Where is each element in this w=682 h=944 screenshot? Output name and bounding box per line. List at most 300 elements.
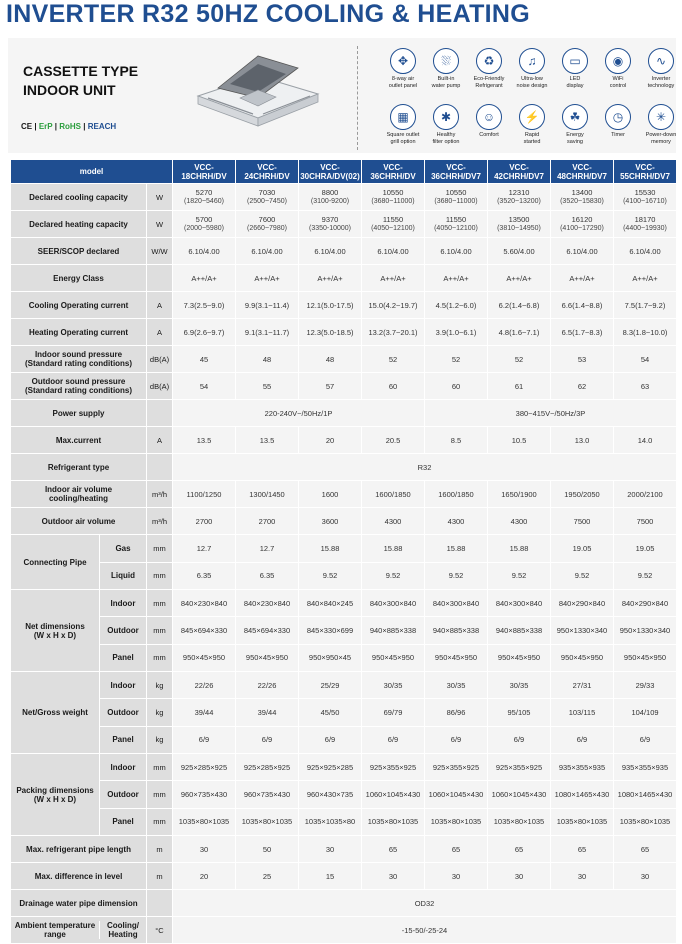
row-drainage — [11, 890, 677, 917]
unit-cell — [147, 265, 173, 292]
value-cell: 7.5(1.7~9.2) — [614, 292, 677, 319]
value-cell: 2700 — [173, 508, 236, 535]
value-cell: 6/9 — [299, 726, 362, 753]
hero-banner — [8, 38, 676, 153]
value-cell: 30 — [299, 836, 362, 863]
value-cell: 950×45×950 — [425, 644, 488, 671]
unit-cell: mm — [147, 781, 173, 808]
value-cell: 925×355×925 — [488, 754, 551, 781]
value-cell: 13.0 — [551, 427, 614, 454]
value-cell: 54 — [614, 346, 677, 373]
value-cell: 16120 (4100~17290) — [551, 211, 614, 238]
row-seer — [11, 238, 677, 265]
value-cell: 15.88 — [488, 535, 551, 563]
value-cell: 960×430×735 — [299, 781, 362, 808]
value-cell: 52 — [362, 346, 425, 373]
value-cell: 30 — [173, 836, 236, 863]
value-cell: 30/35 — [488, 672, 551, 699]
feature-label: 8-way air outlet panel — [388, 76, 418, 89]
value-cell: 950×45×950 — [614, 644, 677, 671]
unit-cell: m³/h — [147, 508, 173, 535]
feature-label: Power-down memory — [645, 132, 677, 145]
value-cell: 52 — [425, 346, 488, 373]
value-cell: 6.10/4.00 — [425, 238, 488, 265]
value-cell: 10550 (3680~11000) — [425, 184, 488, 211]
value-cell: A++/A+ — [236, 265, 299, 292]
timer-icon: ◷ — [605, 104, 631, 130]
value-cell: 6.2(1.4~6.8) — [488, 292, 551, 319]
model-col: VCC- 42CHRH/DV7 — [488, 160, 551, 184]
value-cell: 13500 (3810~14950) — [488, 211, 551, 238]
value-cell: 6.9(2.6~9.7) — [173, 319, 236, 346]
value-cell: 30 — [362, 863, 425, 890]
row-label: Declared cooling capacity — [11, 184, 147, 211]
value-cell: 86/96 — [425, 699, 488, 726]
value-cell: 65 — [425, 836, 488, 863]
value-cell: 950×45×950 — [236, 644, 299, 671]
feature-low-noise — [509, 48, 555, 90]
wifi-icon: ◉ — [605, 48, 631, 74]
model-col: VCC- 30CHRA/DV(02) — [299, 160, 362, 184]
value-cell: 940×885×338 — [488, 617, 551, 644]
reach-mark: REACH — [87, 122, 117, 131]
value-cell: 6.10/4.00 — [551, 238, 614, 265]
value-cell: 220-240V~/50Hz/1P — [173, 400, 425, 427]
value-cell: 950×45×950 — [173, 644, 236, 671]
value-cell: 950×45×950 — [362, 644, 425, 671]
value-cell: 1080×1465×430 — [614, 781, 677, 808]
row-label: Indoor sound pressure (Standard rating conditions) — [11, 346, 147, 373]
row-weight-indoor — [11, 672, 677, 699]
value-cell: 960×735×430 — [236, 781, 299, 808]
value-cell: 30 — [425, 863, 488, 890]
value-cell: 7030 (2500~7450) — [236, 184, 299, 211]
value-cell: 15.88 — [362, 535, 425, 563]
value-cell: 4300 — [488, 508, 551, 535]
value-cell: 7.3(2.5~9.0) — [173, 292, 236, 319]
row-pipe-gas — [11, 535, 677, 563]
value-cell: 13.2(3.7~20.1) — [362, 319, 425, 346]
feature-filter — [423, 104, 469, 146]
value-cell: 1060×1045×430 — [425, 781, 488, 808]
value-cell: 27/31 — [551, 672, 614, 699]
value-cell: 30 — [551, 863, 614, 890]
value-cell: 15 — [299, 863, 362, 890]
value-cell: 3.9(1.0~6.1) — [425, 319, 488, 346]
value-cell: 39/44 — [173, 699, 236, 726]
unit-title-line1: CASSETTE TYPE — [23, 63, 139, 79]
value-cell: 6.6(1.4~8.8) — [551, 292, 614, 319]
value-cell: 8.3(1.8~10.0) — [614, 319, 677, 346]
row-pack_dim-indoor — [11, 754, 677, 781]
sub-label: Panel — [99, 726, 146, 753]
sub-label: Panel — [99, 808, 146, 835]
value-cell: 925×285×925 — [173, 754, 236, 781]
value-cell: 1035×80×1035 — [488, 808, 551, 835]
value-cell: 65 — [362, 836, 425, 863]
value-cell: 19.05 — [551, 535, 614, 563]
row-label: Cooling Operating current — [11, 292, 147, 319]
page-title: INVERTER R32 50HZ COOLING & HEATING — [6, 0, 530, 28]
row-net_dim-indoor — [11, 590, 677, 617]
feature-energy-saving — [552, 104, 598, 146]
sub-label: Cooling/ Heating — [99, 921, 146, 939]
unit-cell: m³/h — [147, 481, 173, 508]
unit-cell: m — [147, 863, 173, 890]
value-cell: 840×840×245 — [299, 590, 362, 617]
row-ambient — [11, 917, 677, 944]
filter-icon: ✱ — [433, 104, 459, 130]
row-label: Power supply — [11, 400, 147, 427]
value-cell: 4.8(1.6~7.1) — [488, 319, 551, 346]
value-cell: 12.3(5.0-18.5) — [299, 319, 362, 346]
sub-label: Outdoor — [99, 616, 146, 643]
recycle-icon: ♻ — [476, 48, 502, 74]
unit-cell: mm — [147, 644, 173, 671]
value-cell: 61 — [488, 373, 551, 400]
value-cell: 15.88 — [425, 535, 488, 563]
model-col: VCC- 24CHRH/DV — [236, 160, 299, 184]
value-cell: 6/9 — [236, 726, 299, 753]
feature-label: Timer — [611, 132, 625, 138]
value-cell: 845×330×699 — [299, 617, 362, 644]
comfort-icon: ☺ — [476, 104, 502, 130]
value-cell: 6/9 — [488, 726, 551, 753]
row-heating_current — [11, 319, 677, 346]
row-label: Energy Class — [11, 265, 147, 292]
feature-led-display — [552, 48, 598, 90]
value-cell: A++/A+ — [551, 265, 614, 292]
sub-label: Gas — [99, 535, 146, 562]
value-cell: 9.52 — [614, 562, 677, 590]
value-cell: 55 — [236, 373, 299, 400]
value-cell: 62 — [551, 373, 614, 400]
value-cell: 960×735×430 — [173, 781, 236, 808]
value-cell: 950×45×950 — [551, 644, 614, 671]
value-cell: 104/109 — [614, 699, 677, 726]
value-cell: 925×355×925 — [425, 754, 488, 781]
sub-label: Indoor — [99, 754, 146, 780]
feature-inverter — [638, 48, 682, 90]
value-cell: 840×290×840 — [614, 590, 677, 617]
value-cell: 65 — [614, 836, 677, 863]
row-indoor_air — [11, 481, 677, 508]
row-label: Ambient temperature range Cooling/ Heating — [11, 917, 147, 944]
divider — [357, 46, 358, 150]
feature-label: Built-in water pump — [431, 76, 461, 89]
rapid-start-icon: ⚡ — [519, 104, 545, 130]
value-cell: 13.5 — [236, 427, 299, 454]
sub-label: Indoor — [99, 590, 146, 616]
row-label: Declared heating capacity — [11, 211, 147, 238]
value-cell: 1950/2050 — [551, 481, 614, 508]
certification-logos: CE | ErP | RoHS | REACH — [21, 122, 117, 131]
value-cell: 11550 (4050~12100) — [425, 211, 488, 238]
value-cell: 2700 — [236, 508, 299, 535]
value-cell: 6/9 — [614, 726, 677, 753]
row-label: Max. difference in level — [11, 863, 147, 890]
sub-label: Outdoor — [99, 698, 146, 725]
feature-comfort — [466, 104, 512, 139]
value-cell: 6.10/4.00 — [614, 238, 677, 265]
value-cell: 9370 (3350-10000) — [299, 211, 362, 238]
value-cell: 9.52 — [425, 562, 488, 590]
value-cell: 1600/1850 — [425, 481, 488, 508]
unit-cell: W/W — [147, 238, 173, 265]
value-cell: 5.60/4.00 — [488, 238, 551, 265]
value-cell: 940×885×338 — [425, 617, 488, 644]
sub-label: Liquid — [99, 562, 146, 590]
unit-cell: kg — [147, 672, 173, 699]
value-cell: 9.52 — [551, 562, 614, 590]
value-cell: A++/A+ — [425, 265, 488, 292]
feature-airflow — [380, 48, 426, 90]
value-cell: 380~415V~/50Hz/3P — [425, 400, 677, 427]
value-cell: -15-50/-25-24 — [173, 917, 677, 944]
value-cell: 9.9(3.1~11.4) — [236, 292, 299, 319]
feature-water-pump — [423, 48, 469, 90]
cassette-unit-image — [178, 46, 328, 134]
value-cell: 950×1330×340 — [551, 617, 614, 644]
value-cell: 30 — [614, 863, 677, 890]
value-cell: 54 — [173, 373, 236, 400]
value-cell: 840×290×840 — [551, 590, 614, 617]
row-outdoor_sound — [11, 373, 677, 400]
row-label: Heating Operating current — [11, 319, 147, 346]
value-cell: 65 — [488, 836, 551, 863]
value-cell: 6.35 — [173, 562, 236, 590]
row-energy_class — [11, 265, 677, 292]
inverter-icon: ∿ — [648, 48, 674, 74]
feature-recycle — [466, 48, 512, 90]
row-max_level — [11, 863, 677, 890]
value-cell: 39/44 — [236, 699, 299, 726]
row-label: Refrigerant type — [11, 454, 147, 481]
value-cell: 6.5(1.7~8.3) — [551, 319, 614, 346]
value-cell: 22/26 — [173, 672, 236, 699]
value-cell: 1080×1465×430 — [551, 781, 614, 808]
value-cell: 6/9 — [173, 726, 236, 753]
feature-label: Rapid started — [523, 132, 541, 145]
feature-label: Comfort — [479, 132, 499, 138]
value-cell: 840×230×840 — [236, 590, 299, 617]
value-cell: 20 — [173, 863, 236, 890]
value-cell: 7600 (2660~7980) — [236, 211, 299, 238]
feature-label: Square outlet grill option — [386, 132, 420, 145]
value-cell: 15530 (4100~16710) — [614, 184, 677, 211]
value-cell: 15.88 — [299, 535, 362, 563]
value-cell: 935×355×935 — [614, 754, 677, 781]
value-cell: 4300 — [425, 508, 488, 535]
value-cell: 60 — [425, 373, 488, 400]
value-cell: 13.5 — [173, 427, 236, 454]
model-col: VCC- 55CHRH/DV7 — [614, 160, 677, 184]
value-cell: 25/29 — [299, 672, 362, 699]
water-pump-icon: ⛆ — [433, 48, 459, 74]
value-cell: 950×45×950 — [488, 644, 551, 671]
feature-timer — [595, 104, 641, 139]
value-cell: 840×300×840 — [488, 590, 551, 617]
unit-cell: W — [147, 184, 173, 211]
unit-cell: m — [147, 836, 173, 863]
unit-cell: A — [147, 292, 173, 319]
value-cell: 50 — [236, 836, 299, 863]
value-cell: 14.0 — [614, 427, 677, 454]
value-cell: 6.10/4.00 — [173, 238, 236, 265]
row-label: Drainage water pipe dimension — [11, 890, 147, 917]
feature-wifi — [595, 48, 641, 90]
value-cell: 48 — [236, 346, 299, 373]
value-cell: 1035×1035×80 — [299, 808, 362, 835]
led-display-icon: ▭ — [562, 48, 588, 74]
row-max_current — [11, 427, 677, 454]
unit-cell: A — [147, 427, 173, 454]
row-label: Max. refrigerant pipe length — [11, 836, 147, 863]
value-cell: 1100/1250 — [173, 481, 236, 508]
value-cell: A++/A+ — [488, 265, 551, 292]
feature-label: Energy saving — [566, 132, 584, 145]
value-cell: 69/79 — [362, 699, 425, 726]
feature-square-grill — [380, 104, 426, 146]
value-cell: 12.7 — [173, 535, 236, 563]
value-cell: 840×300×840 — [362, 590, 425, 617]
row-label: SEER/SCOP declared — [11, 238, 147, 265]
erp-mark: ErP — [38, 122, 53, 131]
unit-title-line2: INDOOR UNIT — [23, 82, 116, 98]
square-grill-icon: ▦ — [390, 104, 416, 130]
feature-label: Ultra-low noise design — [516, 76, 548, 89]
value-cell: 20.5 — [362, 427, 425, 454]
model-col: VCC- 36CHRH/DV — [362, 160, 425, 184]
value-cell: A++/A+ — [614, 265, 677, 292]
sub-label: Outdoor — [99, 780, 146, 807]
value-cell: 52 — [488, 346, 551, 373]
feature-label: LED display — [566, 76, 584, 89]
value-cell: 6/9 — [362, 726, 425, 753]
low-noise-icon: ♫ — [519, 48, 545, 74]
value-cell: 1035×80×1035 — [236, 808, 299, 835]
airflow-icon: ✥ — [390, 48, 416, 74]
value-cell: 19.05 — [614, 535, 677, 563]
group-label: Net dimensions (W x H x D) Indoor Outdoor Panel — [11, 590, 147, 672]
unit-title — [23, 62, 138, 100]
value-cell: 57 — [299, 373, 362, 400]
value-cell: 1650/1900 — [488, 481, 551, 508]
model-header-row — [11, 160, 677, 184]
value-cell: 15.0(4.2~19.7) — [362, 292, 425, 319]
sub-label: Indoor — [99, 672, 146, 698]
rohs-mark: RoHS — [59, 122, 81, 131]
row-refrigerant — [11, 454, 677, 481]
value-cell: 1035×80×1035 — [551, 808, 614, 835]
value-cell: OD32 — [173, 890, 677, 917]
value-cell: 2000/2100 — [614, 481, 677, 508]
value-cell: 1035×80×1035 — [362, 808, 425, 835]
feature-label: Healthy filter option — [432, 132, 460, 145]
value-cell: R32 — [173, 454, 677, 481]
feature-label: Inverter technology — [647, 76, 675, 89]
value-cell: 25 — [236, 863, 299, 890]
value-cell: 1060×1045×430 — [362, 781, 425, 808]
value-cell: 845×694×330 — [236, 617, 299, 644]
value-cell: 6.10/4.00 — [362, 238, 425, 265]
unit-cell: kg — [147, 699, 173, 726]
row-heating_capacity — [11, 211, 677, 238]
value-cell: 925×355×925 — [362, 754, 425, 781]
value-cell: 12.7 — [236, 535, 299, 563]
value-cell: 6/9 — [551, 726, 614, 753]
value-cell: 4300 — [362, 508, 425, 535]
value-cell: 13400 (3520~15830) — [551, 184, 614, 211]
group-label: Net/Gross weight Indoor Outdoor Panel — [11, 672, 147, 754]
power-memory-icon: ✳ — [648, 104, 674, 130]
value-cell: 6/9 — [425, 726, 488, 753]
value-cell: 1035×80×1035 — [425, 808, 488, 835]
value-cell: 11550 (4050~12100) — [362, 211, 425, 238]
value-cell: 6.35 — [236, 562, 299, 590]
value-cell: 1600 — [299, 481, 362, 508]
value-cell: 6.10/4.00 — [236, 238, 299, 265]
value-cell: 18170 (4400~19930) — [614, 211, 677, 238]
sub-label: Panel — [99, 644, 146, 671]
unit-cell: mm — [147, 808, 173, 835]
model-header: model — [11, 160, 173, 184]
row-outdoor_air — [11, 508, 677, 535]
value-cell: 63 — [614, 373, 677, 400]
value-cell: 3600 — [299, 508, 362, 535]
feature-label: WiFi control — [609, 76, 627, 89]
unit-cell: mm — [147, 617, 173, 644]
value-cell: 1060×1045×430 — [488, 781, 551, 808]
value-cell: 9.52 — [299, 562, 362, 590]
value-cell: 8.5 — [425, 427, 488, 454]
group-label: Packing dimensions (W x H x D) Indoor Outdoor Panel — [11, 754, 147, 836]
value-cell: 8800 (3100-9200) — [299, 184, 362, 211]
value-cell: 1035×80×1035 — [614, 808, 677, 835]
value-cell: 5700 (2000~5980) — [173, 211, 236, 238]
value-cell: 30/35 — [362, 672, 425, 699]
value-cell: 65 — [551, 836, 614, 863]
feature-power-memory — [638, 104, 682, 146]
row-label: Max.current — [11, 427, 147, 454]
row-max_pipe — [11, 836, 677, 863]
row-cooling_current — [11, 292, 677, 319]
unit-cell: dB(A) — [147, 373, 173, 400]
row-label: Outdoor air volume — [11, 508, 147, 535]
value-cell: 103/115 — [551, 699, 614, 726]
unit-cell: A — [147, 319, 173, 346]
row-label: Outdoor sound pressure (Standard rating conditions) — [11, 373, 147, 400]
value-cell: 925×285×925 — [236, 754, 299, 781]
value-cell: 60 — [362, 373, 425, 400]
value-cell: 7500 — [614, 508, 677, 535]
value-cell: 6.10/4.00 — [299, 238, 362, 265]
value-cell: 840×230×840 — [173, 590, 236, 617]
value-cell: A++/A+ — [173, 265, 236, 292]
value-cell: 30/35 — [425, 672, 488, 699]
value-cell: 845×694×330 — [173, 617, 236, 644]
value-cell: 30 — [488, 863, 551, 890]
unit-cell: mm — [147, 590, 173, 617]
value-cell: 53 — [551, 346, 614, 373]
model-col: VCC- 48CHRH/DV7 — [551, 160, 614, 184]
value-cell: 925×925×285 — [299, 754, 362, 781]
value-cell: A++/A+ — [299, 265, 362, 292]
unit-cell: dB(A) — [147, 346, 173, 373]
unit-cell: W — [147, 211, 173, 238]
unit-cell: °C — [147, 917, 173, 944]
energy-saving-icon: ☘ — [562, 104, 588, 130]
